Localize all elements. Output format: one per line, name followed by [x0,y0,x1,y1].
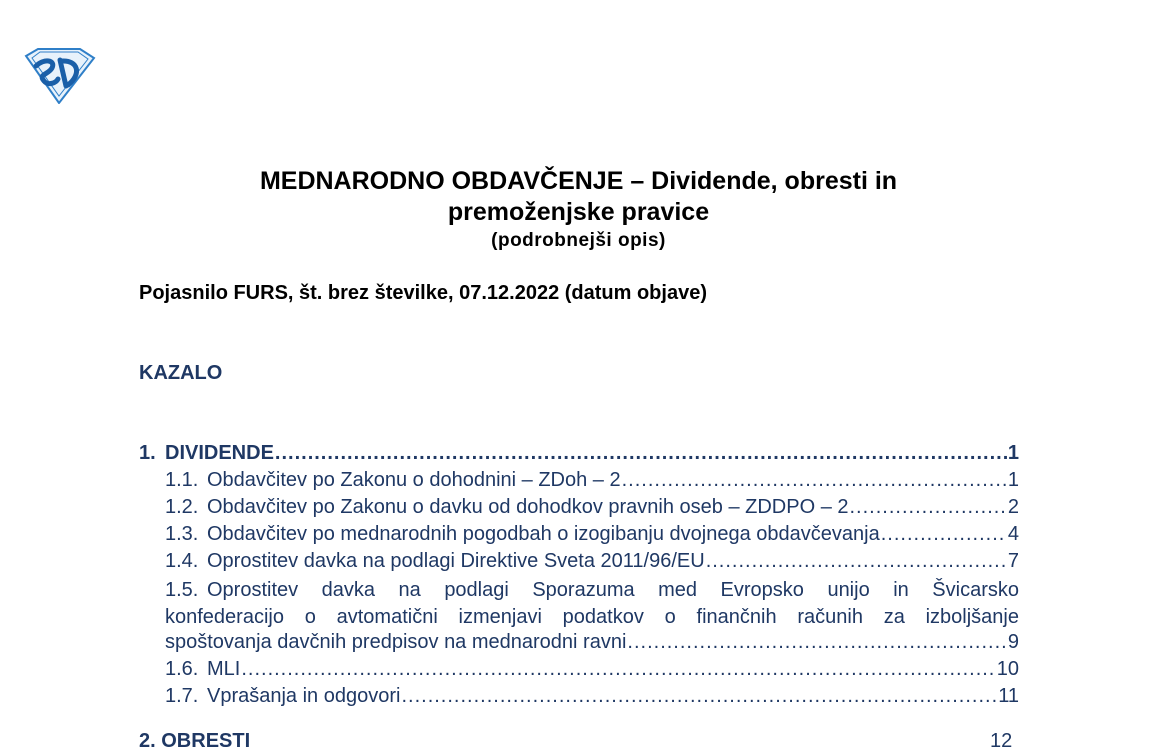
toc-label: MLI [207,658,241,680]
toc-entry-1-6[interactable] [139,658,1019,685]
toc-leader [622,469,1007,492]
toc-page: 1 [1007,442,1019,464]
toc-label: Vprašanja in odgovori [207,685,401,707]
toc-number: 1.5. [165,579,199,601]
toc-label: Oprostitev davka na podlagi Direktive Sveta 2011/96/EU [207,550,705,572]
toc-entry-1-1[interactable] [139,469,1019,496]
toc-label-line-3: spoštovanja davčnih predpisov na mednarodni ravni [165,631,627,653]
toc-entry-1-4[interactable] [139,550,1019,577]
toc-label: Obdavčitev po Zakonu o dohodnini – ZDoh – 2 [207,469,621,491]
toc-leader [850,496,1007,519]
toc-leader [275,442,1007,465]
toc-number: 1.6. [165,658,199,680]
toc-page: 1 [1007,469,1019,491]
toc-label-line-1: Oprostitev davka na podlagi Sporazuma med Evropsko unijo in Švicarsko [207,579,1019,601]
toc-page: 4 [1007,523,1019,545]
toc-label: OBRESTI [161,730,251,752]
title-line-2: premoženjske pravice [447,198,710,226]
toc-leader [627,631,1006,654]
toc-number: 1.1. [165,469,199,491]
toc-leader [401,685,997,708]
toc-entry-obresti[interactable] [139,730,250,753]
toc-label: Obdavčitev po mednarodnih pogodbah o izogibanju dvojnega obdavčevanja [207,523,880,545]
toc-leader [706,550,1007,573]
toc-page: 11 [998,685,1019,707]
toc-page: 10 [996,658,1019,680]
toc-heading: KAZALO [139,362,223,384]
toc-number: 1.2. [165,496,199,518]
toc-page: 9 [1007,631,1019,653]
toc-number: 2. [139,730,156,752]
toc-entry-1-3[interactable] [139,523,1019,550]
toc-number: 1.3. [165,523,199,545]
table-of-contents [139,442,1019,712]
toc-entry-1-5[interactable] [139,577,1019,658]
toc-leader [881,523,1007,546]
toc-label: DIVIDENDE [165,442,274,464]
toc-number: 1.4. [165,550,199,572]
title-line-1: MEDNARODNO OBDAVČENJE – Dividende, obresti in [259,167,898,195]
toc-number: 1. [139,442,156,464]
toc-label-line-2: konfederacijo o avtomatični izmenjavi podatkov o finančnih računih za izboljšanje [165,606,1019,628]
toc-entry-1-7[interactable] [139,685,1019,712]
document-title [0,166,1157,228]
diamond-logo-icon [22,48,96,104]
toc-leader [241,658,995,681]
toc-entry-dividende[interactable] [139,442,1019,469]
toc-page: 2 [1007,496,1019,518]
toc-number: 1.7. [165,685,199,707]
toc-entry-1-2[interactable] [139,496,1019,523]
toc-label: Obdavčitev po Zakonu o davku od dohodkov pravnih oseb – ZDDPO – 2 [207,496,849,518]
toc-page: 7 [1007,550,1019,572]
toc-page: 12 [990,730,1013,752]
source-line: Pojasnilo FURS, št. brez številke, 07.12.2022 (datum objave) [139,282,707,304]
document-subtitle: (podrobnejši opis) [491,230,666,251]
